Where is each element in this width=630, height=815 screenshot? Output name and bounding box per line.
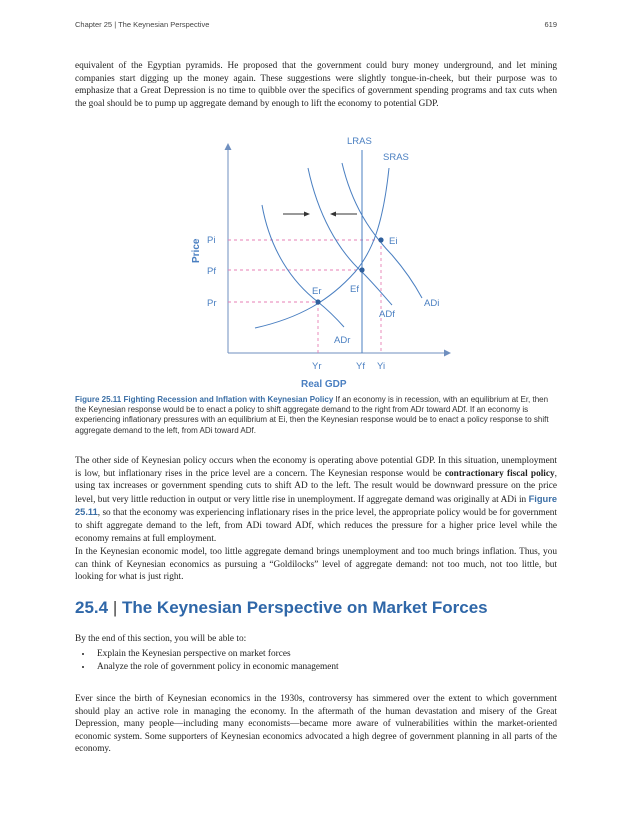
adi-curve [342, 163, 422, 298]
point-er [315, 299, 320, 304]
figure-caption [75, 395, 557, 436]
yf-tick: Yf [356, 361, 365, 372]
y-axis-arrow [225, 143, 232, 150]
page-number: 619 [544, 20, 557, 29]
running-header-chapter: Chapter 25 | The Keynesian Perspective [75, 20, 210, 29]
paragraph-contractionary [75, 455, 557, 545]
paragraph-pyramids: equivalent of the Egyptian pyramids. He proposed that the government could bury money underground, and let mining companies start digging up the money again. These suggestions were slightly tongue-in-cheek, but their purpose was to emphasize that a Great Depression is no time to quibble over the specifics of government spending programs and tax cuts when the goal should be to pump up aggregate demand by enough to lift the economy to potential GDP. [75, 61, 557, 109]
point-ei [378, 237, 383, 242]
adf-label: ADf [379, 309, 395, 320]
paragraph-history: Ever since the birth of Keynesian economics in the 1930s, controversy has simmered over the extent to which government should play an active role in managing the economy. In the aftermath of the human devastation and misery of the Great Depression, many people—including many economists—became more aware of vulnerabilities within the market-oriented economic system. Some supporters of Keynesian economics advocated a high degree of government planning in all parts of the economy. [75, 694, 557, 755]
x-axis-label: Real GDP [301, 379, 347, 390]
learning-objectives-list [75, 648, 553, 674]
section-separator: | [112, 598, 118, 617]
y-axis-label: Price [191, 238, 202, 263]
er-label: Er [312, 286, 322, 297]
figure-reference-link[interactable]: Figure 25.11 [75, 493, 557, 518]
yi-tick: Yi [377, 361, 386, 372]
adr-label: ADr [334, 335, 351, 346]
list-item: • Analyze the role of government policy in economic management [93, 661, 553, 674]
objectives-intro: By the end of this section, you will be able to: [75, 634, 247, 644]
pf-tick: Pf [207, 266, 216, 277]
ef-label: Ef [350, 284, 359, 295]
caption-body: If an economy is in recession, with an equilibrium at Er, then the Keynesian response would be to enact a policy to shift aggregate demand to the right from ADr toward ADf. If an economy is experiencing inflationary pressures with an equilibrium at Ei, then the Keynesian response would be to enact a policy response to shift aggregate demand to the left, from ADi toward ADf. [75, 395, 549, 435]
caption-title: Figure 25.11 Fighting Recession and Inflation with Keynesian Policy [75, 395, 334, 404]
adr-curve [262, 205, 344, 327]
pr-tick: Pr [207, 298, 217, 309]
paragraph-goldilocks: In the Keynesian economic model, too little aggregate demand brings unemployment and too much brings inflation. Thus, you can think of Keynesian economics as pursuing a “Goldilocks” level of aggregate demand: not too much, not too little, but looking for what is just right. [75, 547, 557, 583]
ei-label: Ei [389, 236, 398, 247]
pi-tick: Pi [207, 235, 216, 246]
shift-arrow-right-head [304, 212, 310, 217]
point-ef [359, 267, 364, 272]
list-item: • Explain the Keynesian perspective on market forces [93, 648, 553, 661]
adi-label: ADi [424, 298, 440, 309]
shift-arrow-left-head [330, 212, 336, 217]
sras-label: SRAS [383, 152, 409, 163]
x-axis-arrow [444, 350, 451, 357]
section-title: The Keynesian Perspective on Market Forces [121, 598, 488, 617]
para2-text-b: , using tax increases or government spending cuts to shift AD to the left. The result would be downward pressure on the price level, but very little reduction in output or very little rise in unemployment. If aggregate demand was originally at ADi in [75, 468, 557, 505]
section-heading [75, 598, 488, 618]
term-contractionary-fiscal-policy[interactable]: contractionary fiscal policy [444, 468, 555, 479]
yr-tick: Yr [312, 361, 322, 372]
section-number: 25.4 [75, 598, 109, 617]
para2-text-a: The other side of Keynesian policy occurs when the economy is operating above potential GDP. In this situation, unemployment is low, but inflationary rises in the price level are a concern. The Keynesian response would be [75, 456, 557, 479]
para2-text-c: , so that the economy was experiencing inflationary rises in the price level, the appropriate policy would be for government to shift aggregate demand to the left, from ADi toward ADf, which reduces the pressure for a higher price level while the economy remains at full employment. [75, 508, 557, 544]
lras-label: LRAS [347, 136, 372, 147]
